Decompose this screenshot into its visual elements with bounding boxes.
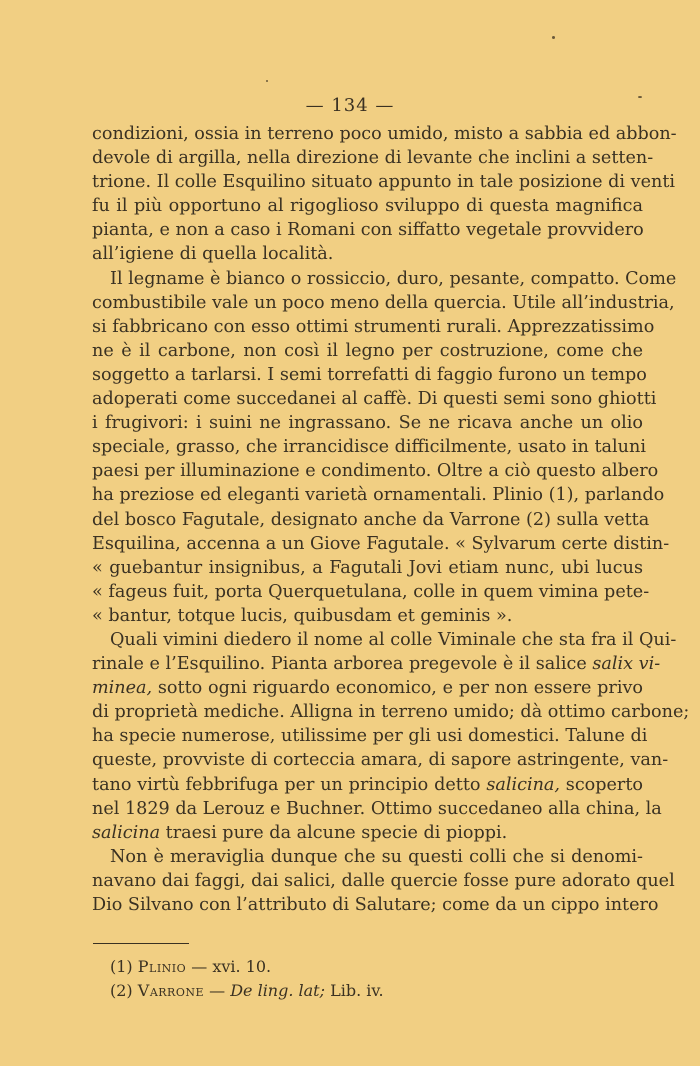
- line-text: tano virtù febbrifuga per un principio detto: [92, 774, 481, 795]
- text-line: [92, 797, 662, 821]
- line-text: di proprietà mediche. Alligna in terreno umido; dà ottimo carbone;: [92, 702, 690, 723]
- text-line: [92, 652, 661, 676]
- text-line: [92, 748, 669, 772]
- line-text: ha specie numerose, utilissime per gli usi domestici. Talune di: [92, 726, 648, 747]
- footnote-mark: (1): [110, 957, 133, 976]
- line-text: Non è meraviglia dunque che su questi colli che si denomi-: [110, 846, 643, 867]
- line-text: scoperto: [559, 774, 644, 795]
- text-line: [92, 170, 676, 194]
- line-text: « guebantur insignibus, a Fagutali Jovi etiam nunc, ubi lucus: [92, 557, 643, 578]
- footnote-divider: [93, 943, 189, 944]
- text-line: [92, 580, 650, 604]
- text-line: [92, 411, 643, 435]
- text-line: [92, 194, 643, 218]
- italic-term: salix vi-: [592, 654, 661, 675]
- page-number: — 134 —: [305, 95, 395, 116]
- text-line: [92, 893, 659, 917]
- footnote-sep: —: [204, 981, 231, 1000]
- footnote-title: De ling. lat;: [230, 981, 325, 1000]
- line-text: sotto ogni riguardo economico, e per non essere privo: [152, 678, 643, 699]
- line-text: devole di argilla, nella direzione di levante che inclini a setten-: [92, 148, 654, 169]
- line-text: ne è il carbone, non così il legno per costruzione, come che: [92, 340, 643, 361]
- line-text: traesi pure da alcune specie di pioppi.: [160, 822, 508, 843]
- line-text: ha preziose ed eleganti varietà ornamentali. Plinio (1), parlando: [92, 485, 665, 506]
- line-text: Quali vimini diedero il nome al colle Viminale che sta fra il Qui-: [110, 629, 677, 650]
- line-text: paesi per illuminazione e condimento. Oltre a ciò questo albero: [92, 461, 659, 482]
- text-line: [92, 556, 643, 580]
- text-line: [92, 628, 677, 652]
- footnote-mark: (2): [110, 981, 133, 1000]
- text-line: [92, 532, 670, 556]
- line-text: all’igiene di quella località.: [92, 244, 334, 265]
- text-line: [92, 267, 677, 291]
- line-text: fu il più opportuno al rigoglioso sviluppo di questa magnifica: [92, 196, 643, 217]
- footnote: [110, 955, 610, 979]
- italic-term: salicina,: [486, 774, 560, 795]
- line-text: combustibile vale un poco meno della quercia. Utile all’industria,: [92, 292, 675, 313]
- text-line: [92, 676, 643, 700]
- line-text: rinale e l’Esquilino. Pianta arborea pregevole è il salice: [92, 654, 587, 675]
- line-text: nel 1829 da Lerouz e Buchner. Ottimo succedaneo alla china, la: [92, 798, 662, 819]
- text-line: [92, 387, 657, 411]
- text-line: [92, 508, 650, 532]
- text-line: [92, 724, 648, 748]
- line-text: adoperati come succedanei al caffè. Di questi semi sono ghiotti: [92, 389, 657, 410]
- text-line: [92, 821, 643, 845]
- text-line: [92, 773, 643, 797]
- line-text: Il legname è bianco o rossiccio, duro, pesante, compatto. Come: [110, 268, 677, 289]
- line-text: « bantur, totque lucis, quibusdam et geminis ».: [92, 605, 513, 626]
- text-line: [92, 291, 675, 315]
- footnote-rest: — xvi. 10.: [186, 957, 272, 976]
- text-line: [92, 122, 677, 146]
- text-line: [92, 363, 647, 387]
- text-line: [92, 700, 690, 724]
- text-line: [92, 845, 643, 869]
- footnote-rest: Lib. iv.: [325, 981, 384, 1000]
- line-text: soggetto a tarlarsi. I semi torrefatti di faggio furono un tempo: [92, 364, 647, 385]
- italic-term: salicina: [92, 822, 161, 843]
- line-text: i frugivori: i suini ne ingrassano. Se ne ricava anche un olio: [92, 413, 643, 434]
- footnote-author: Plinio: [137, 957, 187, 976]
- text-line: [92, 218, 643, 242]
- text-line: [92, 869, 675, 893]
- italic-term: minea,: [92, 678, 153, 699]
- line-text: navano dai faggi, dai salici, dalle quercie fosse pure adorato quel: [92, 870, 675, 891]
- line-text: si fabbricano con esso ottimi strumenti rurali. Apprezzatissimo: [92, 316, 655, 337]
- paper-speck: [266, 80, 268, 82]
- line-text: pianta, e non a caso i Romani con siffatto vegetale provvidero: [92, 220, 644, 241]
- paper-speck: [552, 36, 555, 39]
- footnote-author: Varrone: [137, 981, 205, 1000]
- text-line: [92, 604, 643, 628]
- line-text: « fageus fuit, porta Querquetulana, colle in quem vimina pete-: [92, 581, 650, 602]
- line-text: Dio Silvano con l’attributo di Salutare; come da un cippo intero: [92, 895, 659, 915]
- text-line: [92, 339, 643, 363]
- line-text: del bosco Fagutale, designato anche da Varrone (2) sulla vetta: [92, 509, 650, 530]
- text-line: [92, 483, 665, 507]
- line-text: speciale, grasso, che irrancidisce difficilmente, usato in taluni: [92, 437, 646, 458]
- text-line: [92, 459, 659, 483]
- line-text: condizioni, ossia in terreno poco umido, misto a sabbia ed abbon-: [92, 124, 677, 144]
- text-line: [92, 146, 654, 170]
- line-text: queste, provviste di corteccia amara, di sapore astringente, van-: [92, 750, 669, 771]
- text-line: [92, 435, 646, 459]
- text-line: [92, 315, 655, 339]
- line-text: trione. Il colle Esquilino situato appunto in tale posizione di venti: [92, 172, 676, 193]
- text-line: [92, 242, 643, 266]
- footnote: [110, 979, 610, 1003]
- line-text: Esquilina, accenna a un Giove Fagutale. « Sylvarum certe distin-: [92, 533, 670, 554]
- paper-speck: [638, 96, 642, 98]
- footnotes: [110, 955, 610, 1003]
- body-text: [92, 122, 690, 917]
